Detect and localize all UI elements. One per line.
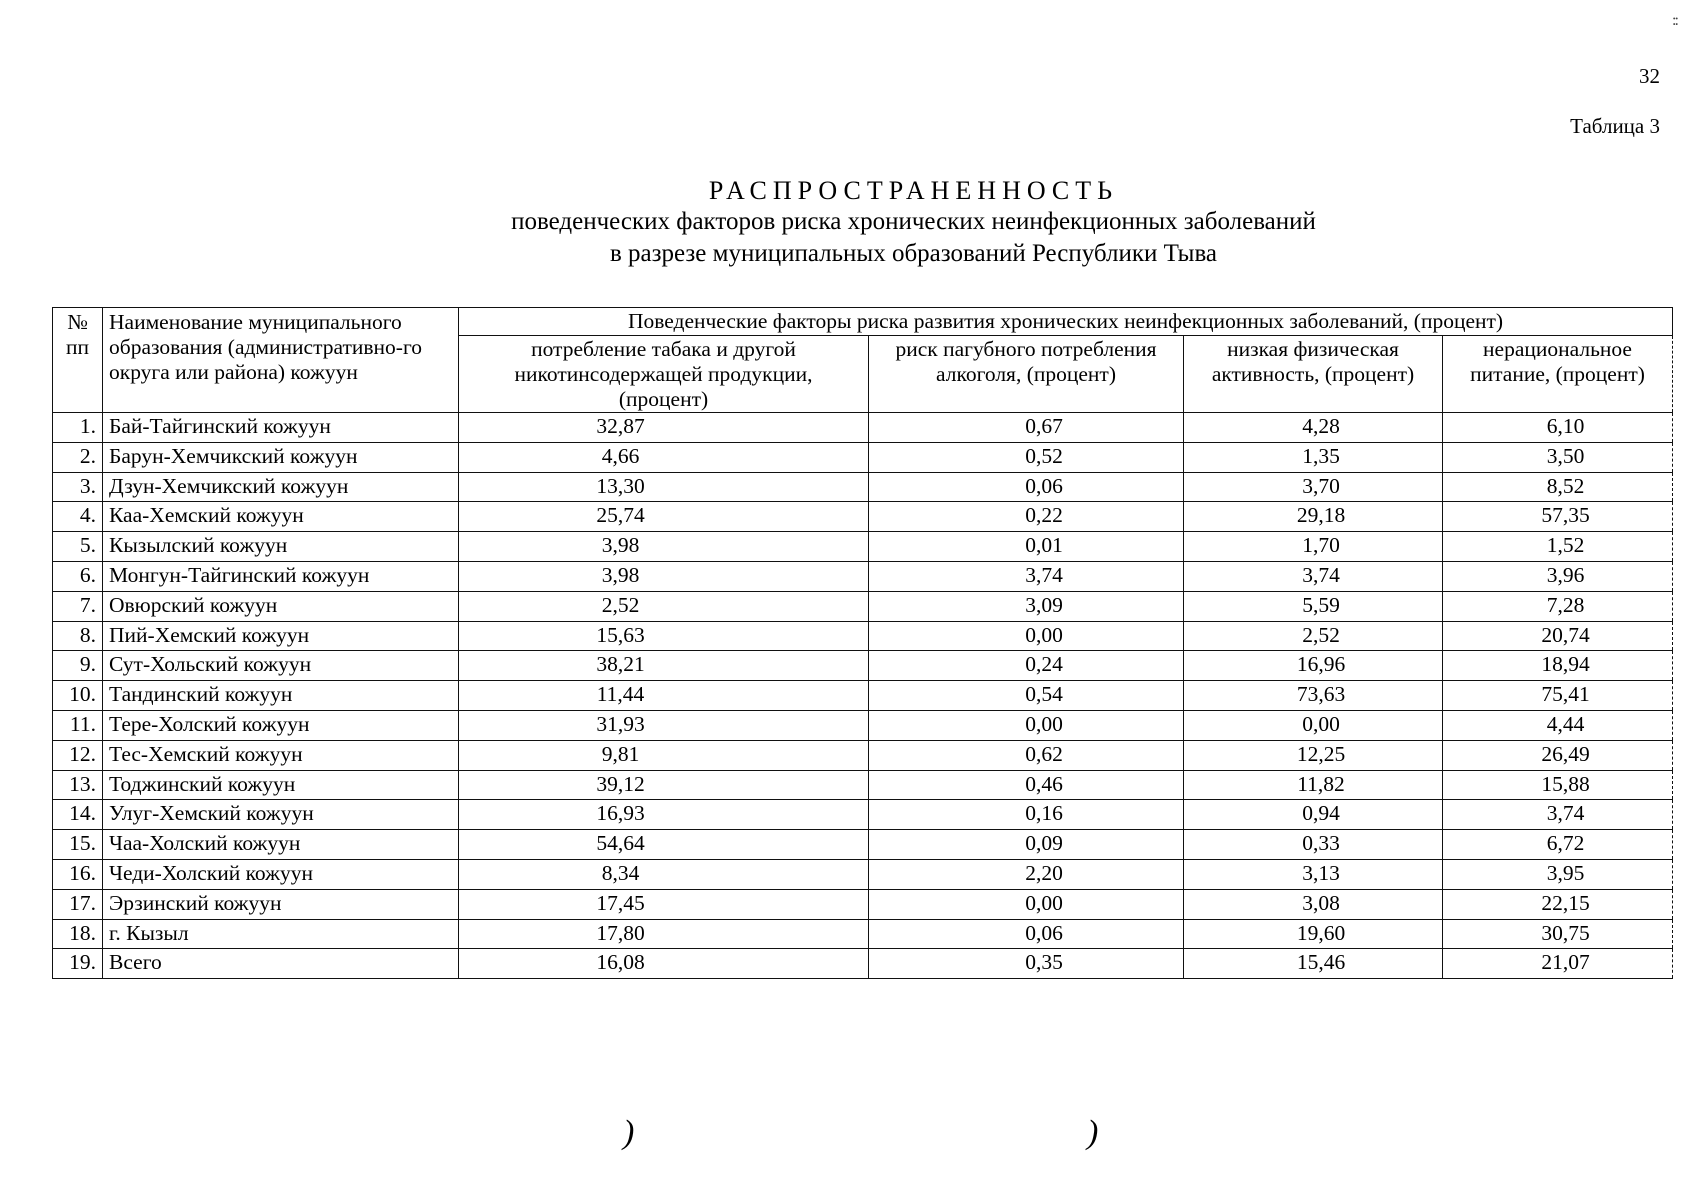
alcohol-value: 0,06 xyxy=(869,472,1184,502)
activity-value: 1,35 xyxy=(1184,442,1443,472)
nutrition-value: 30,75 xyxy=(1443,919,1673,949)
table-body xyxy=(53,413,1673,979)
alcohol-value: 0,00 xyxy=(869,889,1184,919)
header-alcohol: риск пагубного потребления алкоголя, (процент) xyxy=(869,336,1184,413)
tobacco-value: 54,64 xyxy=(459,830,869,860)
tobacco-value: 15,63 xyxy=(459,621,869,651)
row-number: 16. xyxy=(53,859,103,889)
document-subtitle-line-1: поведенческих факторов риска хронических неинфекционных заболеваний xyxy=(511,208,1316,235)
table-row xyxy=(53,472,1673,502)
activity-value: 3,74 xyxy=(1184,561,1443,591)
nutrition-value: 75,41 xyxy=(1443,681,1673,711)
municipality-name: Тоджинский кожуун xyxy=(103,770,459,800)
municipality-name: Монгун-Тайгинский кожуун xyxy=(103,561,459,591)
handwritten-mark: ) xyxy=(1087,1114,1099,1151)
alcohol-value: 3,74 xyxy=(869,561,1184,591)
activity-value: 11,82 xyxy=(1184,770,1443,800)
row-number: 11. xyxy=(53,710,103,740)
tobacco-value: 8,34 xyxy=(459,859,869,889)
municipality-name: Барун-Хемчикский кожуун xyxy=(103,442,459,472)
tobacco-value: 16,93 xyxy=(459,800,869,830)
activity-value: 2,52 xyxy=(1184,621,1443,651)
handwritten-mark: ) xyxy=(623,1114,635,1151)
municipality-name: Сут-Хольский кожуун xyxy=(103,651,459,681)
row-number: 7. xyxy=(53,591,103,621)
tobacco-value: 13,30 xyxy=(459,472,869,502)
municipality-name: Бай-Тайгинский кожуун xyxy=(103,413,459,443)
header-municipality: Наименование муниципального образования (административно-го округа или района) кожуун xyxy=(103,308,459,413)
nutrition-value: 21,07 xyxy=(1443,949,1673,979)
alcohol-value: 0,67 xyxy=(869,413,1184,443)
tobacco-value: 2,52 xyxy=(459,591,869,621)
activity-value: 29,18 xyxy=(1184,502,1443,532)
municipality-name: Кызылский кожуун xyxy=(103,532,459,562)
header-group: Поведенческие факторы риска развития хронических неинфекционных заболеваний, (процент) xyxy=(459,308,1673,336)
alcohol-value: 0,62 xyxy=(869,740,1184,770)
row-number: 12. xyxy=(53,740,103,770)
table-row xyxy=(53,830,1673,860)
table-row xyxy=(53,621,1673,651)
tobacco-value: 25,74 xyxy=(459,502,869,532)
municipality-name: Тандинский кожуун xyxy=(103,681,459,711)
alcohol-value: 0,24 xyxy=(869,651,1184,681)
row-number: 9. xyxy=(53,651,103,681)
row-number: 15. xyxy=(53,830,103,860)
table-row xyxy=(53,502,1673,532)
row-number: 5. xyxy=(53,532,103,562)
activity-value: 3,08 xyxy=(1184,889,1443,919)
municipality-name: Эрзинский кожуун xyxy=(103,889,459,919)
activity-value: 73,63 xyxy=(1184,681,1443,711)
document-subtitle-line-2: в разрезе муниципальных образований Республики Тыва xyxy=(609,240,1218,267)
row-number: 17. xyxy=(53,889,103,919)
nutrition-value: 3,74 xyxy=(1443,800,1673,830)
tobacco-value: 17,45 xyxy=(459,889,869,919)
nutrition-value: 3,96 xyxy=(1443,561,1673,591)
tobacco-value: 3,98 xyxy=(459,532,869,562)
activity-value: 0,00 xyxy=(1184,710,1443,740)
activity-value: 16,96 xyxy=(1184,651,1443,681)
alcohol-value: 2,20 xyxy=(869,859,1184,889)
tobacco-value: 3,98 xyxy=(459,561,869,591)
tobacco-value: 16,08 xyxy=(459,949,869,979)
table-row xyxy=(53,681,1673,711)
municipality-name: Дзун-Хемчикский кожуун xyxy=(103,472,459,502)
row-number: 3. xyxy=(53,472,103,502)
municipality-name: Пий-Хемский кожуун xyxy=(103,621,459,651)
alcohol-value: 0,09 xyxy=(869,830,1184,860)
activity-value: 1,70 xyxy=(1184,532,1443,562)
table-row xyxy=(53,889,1673,919)
table-row xyxy=(53,919,1673,949)
alcohol-value: 0,46 xyxy=(869,770,1184,800)
municipality-name: Тере-Холский кожуун xyxy=(103,710,459,740)
row-number: 6. xyxy=(53,561,103,591)
table-row xyxy=(53,532,1673,562)
activity-value: 5,59 xyxy=(1184,591,1443,621)
tobacco-value: 17,80 xyxy=(459,919,869,949)
row-number: 18. xyxy=(53,919,103,949)
row-number: 19. xyxy=(53,949,103,979)
table-row xyxy=(53,710,1673,740)
nutrition-value: 4,44 xyxy=(1443,710,1673,740)
activity-value: 0,33 xyxy=(1184,830,1443,860)
nutrition-value: 15,88 xyxy=(1443,770,1673,800)
row-number: 1. xyxy=(53,413,103,443)
municipality-name: Тес-Хемский кожуун xyxy=(103,740,459,770)
header-nutrition: нерациональное питание, (процент) xyxy=(1443,336,1673,413)
alcohol-value: 0,06 xyxy=(869,919,1184,949)
row-number: 13. xyxy=(53,770,103,800)
alcohol-value: 0,00 xyxy=(869,710,1184,740)
document-title-block xyxy=(0,176,1697,270)
municipality-name: Чеди-Холский кожуун xyxy=(103,859,459,889)
header-activity: низкая физическая активность, (процент) xyxy=(1184,336,1443,413)
table-row xyxy=(53,800,1673,830)
tobacco-value: 32,87 xyxy=(459,413,869,443)
activity-value: 0,94 xyxy=(1184,800,1443,830)
nutrition-value: 22,15 xyxy=(1443,889,1673,919)
municipality-name: Чаа-Холский кожуун xyxy=(103,830,459,860)
municipality-name: Каа-Хемский кожуун xyxy=(103,502,459,532)
nutrition-value: 20,74 xyxy=(1443,621,1673,651)
table-row xyxy=(53,561,1673,591)
activity-value: 3,70 xyxy=(1184,472,1443,502)
alcohol-value: 0,54 xyxy=(869,681,1184,711)
alcohol-value: 0,01 xyxy=(869,532,1184,562)
municipality-name: г. Кызыл xyxy=(103,919,459,949)
alcohol-value: 3,09 xyxy=(869,591,1184,621)
table-row xyxy=(53,859,1673,889)
nutrition-value: 7,28 xyxy=(1443,591,1673,621)
alcohol-value: 0,35 xyxy=(869,949,1184,979)
table-label: Таблица 3 xyxy=(1570,114,1660,138)
table-row xyxy=(53,591,1673,621)
alcohol-value: 0,22 xyxy=(869,502,1184,532)
nutrition-value: 1,52 xyxy=(1443,532,1673,562)
activity-value: 12,25 xyxy=(1184,740,1443,770)
row-number: 10. xyxy=(53,681,103,711)
nutrition-value: 8,52 xyxy=(1443,472,1673,502)
nutrition-value: 57,35 xyxy=(1443,502,1673,532)
nutrition-value: 18,94 xyxy=(1443,651,1673,681)
activity-value: 15,46 xyxy=(1184,949,1443,979)
table-row xyxy=(53,442,1673,472)
nutrition-value: 6,72 xyxy=(1443,830,1673,860)
alcohol-value: 0,52 xyxy=(869,442,1184,472)
activity-value: 19,60 xyxy=(1184,919,1443,949)
header-number: № пп xyxy=(53,308,103,413)
row-number: 2. xyxy=(53,442,103,472)
scan-artifact: :: xyxy=(1672,12,1677,29)
document-title: РАСПРОСТРАНЕННОСТЬ xyxy=(708,176,1119,205)
tobacco-value: 4,66 xyxy=(459,442,869,472)
table-row xyxy=(53,949,1673,979)
risk-factors-table xyxy=(52,307,1673,979)
table-header-row-1 xyxy=(53,308,1673,336)
alcohol-value: 0,16 xyxy=(869,800,1184,830)
municipality-name: Улуг-Хемский кожуун xyxy=(103,800,459,830)
municipality-name: Всего xyxy=(103,949,459,979)
municipality-name: Овюрский кожуун xyxy=(103,591,459,621)
table-row xyxy=(53,413,1673,443)
row-number: 14. xyxy=(53,800,103,830)
row-number: 8. xyxy=(53,621,103,651)
nutrition-value: 6,10 xyxy=(1443,413,1673,443)
activity-value: 3,13 xyxy=(1184,859,1443,889)
header-tobacco: потребление табака и другой никотинсодержащей продукции, (процент) xyxy=(459,336,869,413)
table-row xyxy=(53,651,1673,681)
tobacco-value: 39,12 xyxy=(459,770,869,800)
tobacco-value: 9,81 xyxy=(459,740,869,770)
alcohol-value: 0,00 xyxy=(869,621,1184,651)
nutrition-value: 3,95 xyxy=(1443,859,1673,889)
table-row xyxy=(53,740,1673,770)
tobacco-value: 11,44 xyxy=(459,681,869,711)
page-number: 32 xyxy=(1639,64,1660,88)
tobacco-value: 38,21 xyxy=(459,651,869,681)
nutrition-value: 3,50 xyxy=(1443,442,1673,472)
table-row xyxy=(53,770,1673,800)
row-number: 4. xyxy=(53,502,103,532)
activity-value: 4,28 xyxy=(1184,413,1443,443)
nutrition-value: 26,49 xyxy=(1443,740,1673,770)
tobacco-value: 31,93 xyxy=(459,710,869,740)
